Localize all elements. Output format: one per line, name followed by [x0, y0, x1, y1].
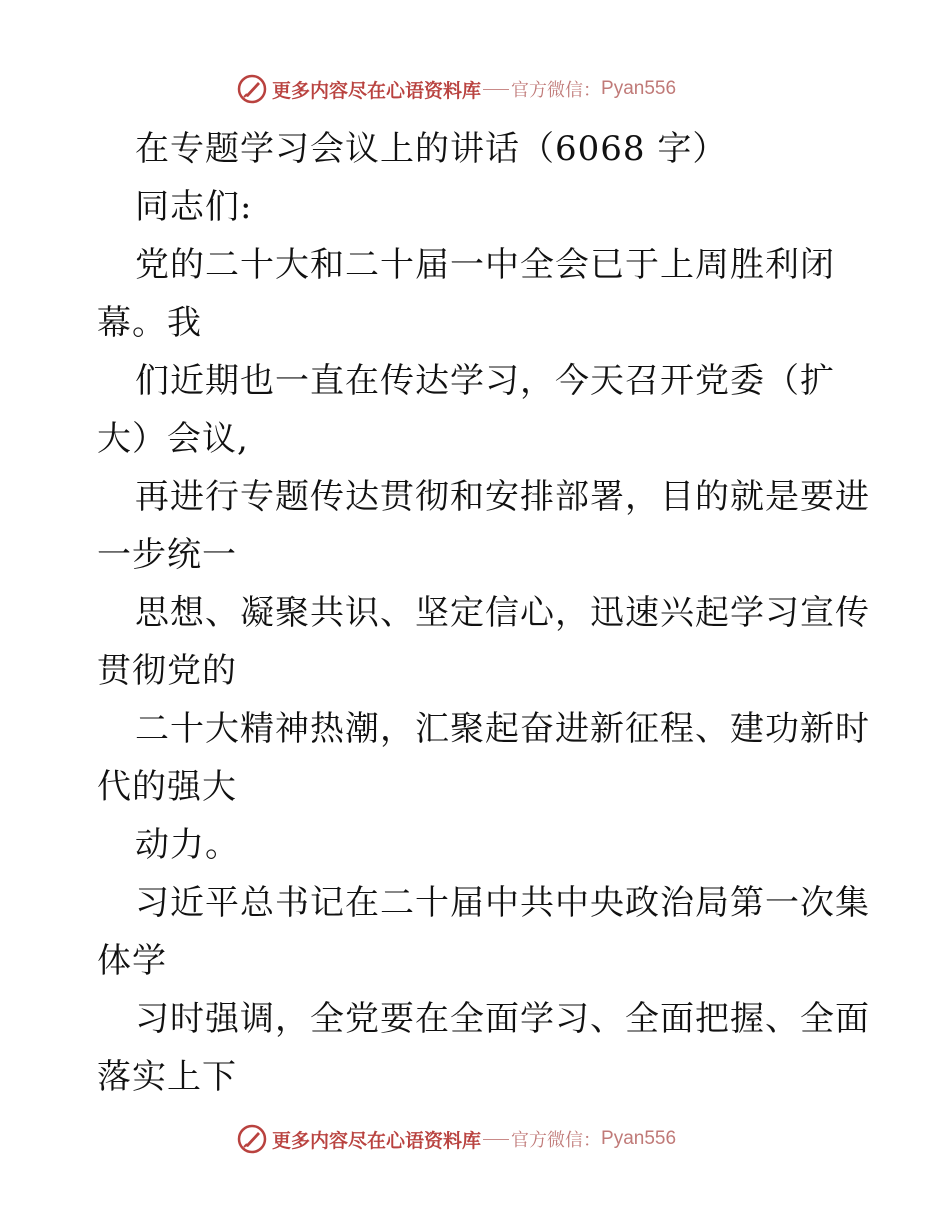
body-line: 党的二十大和二十届一中全会已于上周胜利闭: [135, 245, 835, 285]
banner-official-text: 官方微信：: [511, 1130, 602, 1151]
body-line: 二十大精神热潮，汇聚起奋进新征程、建功新时: [135, 709, 870, 749]
body-line: 习时强调，全党要在全面学习、全面把握、全面: [135, 999, 870, 1039]
body-line: 体学: [97, 941, 167, 981]
body-line: 幕。我: [97, 303, 202, 343]
feather-pen-emblem-icon: [236, 73, 268, 105]
body-line: 思想、凝聚共识、坚定信心，迅速兴起学习宣传: [135, 593, 870, 633]
banner-brand-text: 更多内容尽在心语资料库: [272, 1129, 482, 1152]
banner-handle-text: Pyan556: [601, 78, 677, 99]
body-line: 再进行专题传达贯彻和安排部署，目的就是要进: [135, 477, 870, 517]
feather-pen-emblem-icon: [236, 1123, 268, 1155]
header-watermark-banner: [236, 72, 716, 106]
banner-dash: [483, 89, 509, 90]
body-line: 们近期也一直在传达学习，今天召开党委（扩: [135, 361, 835, 401]
body-line: 动力。: [135, 825, 240, 865]
body-line: 习近平总书记在二十届中共中央政治局第一次集: [135, 883, 870, 923]
body-line: 大）会议,: [97, 419, 249, 459]
body-line: 贯彻党的: [97, 651, 237, 691]
document-title: 在专题学习会议上的讲话（6068 字）: [135, 129, 728, 169]
body-line: 一步统一: [97, 535, 237, 575]
body-line: 落实上下: [97, 1057, 237, 1097]
banner-brand-text: 更多内容尽在心语资料库: [272, 79, 482, 102]
salutation: 同志们:: [135, 187, 253, 227]
banner-handle-text: Pyan556: [601, 1128, 677, 1149]
banner-dash: [483, 1139, 509, 1140]
body-line: 代的强大: [97, 767, 237, 807]
banner-official-text: 官方微信：: [511, 80, 602, 101]
footer-watermark-banner: [236, 1122, 716, 1156]
